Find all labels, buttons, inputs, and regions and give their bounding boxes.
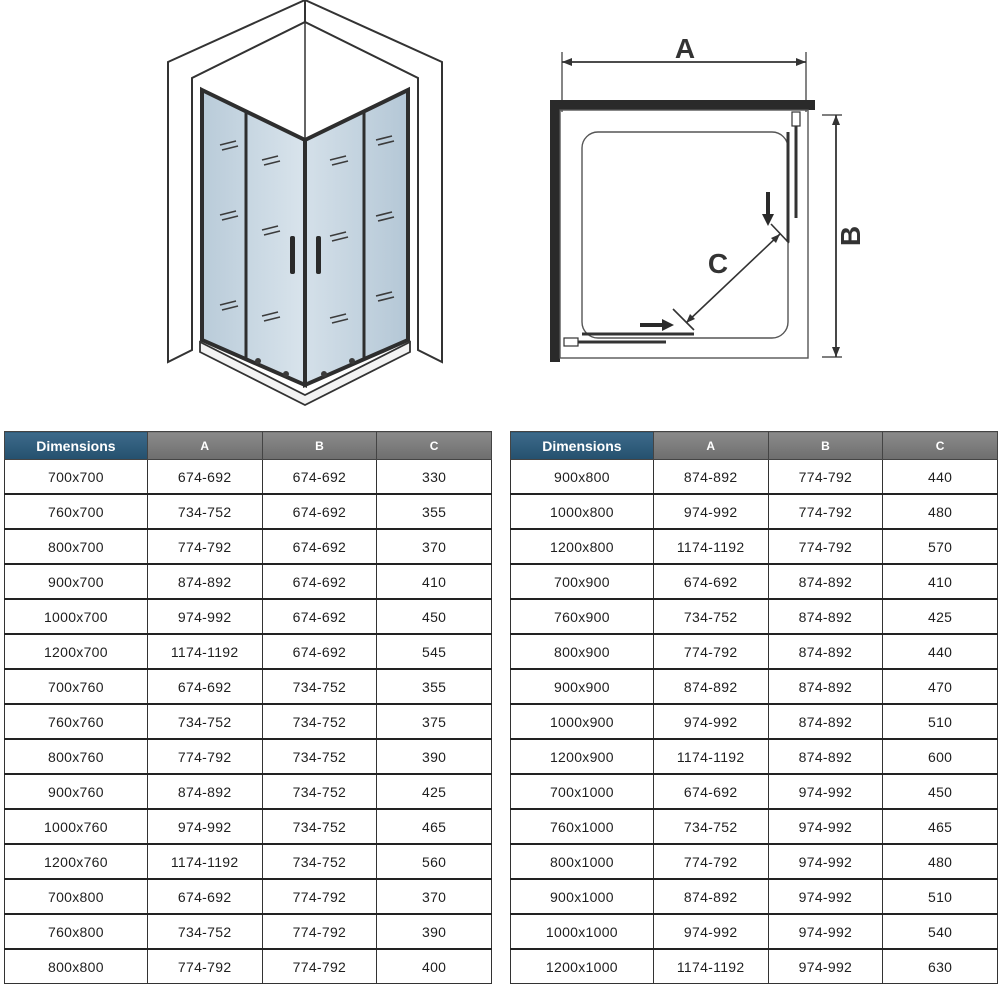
label-c: C — [707, 248, 729, 279]
table-row — [5, 774, 492, 809]
cell-dimensions: 800x760 — [5, 739, 148, 774]
cell-a: 734-752 — [653, 599, 768, 634]
left-door-handle — [290, 236, 295, 274]
cell-c: 410 — [377, 564, 492, 599]
table-row — [511, 634, 998, 669]
table-row — [511, 914, 998, 949]
cell-dimensions: 1200x800 — [511, 529, 654, 564]
table-row — [5, 494, 492, 529]
cell-b: 774-792 — [262, 879, 377, 914]
cell-c: 370 — [377, 879, 492, 914]
cell-dimensions: 700x760 — [5, 669, 148, 704]
cell-a: 1174-1192 — [147, 634, 262, 669]
cell-c: 450 — [883, 774, 998, 809]
cell-c: 510 — [883, 704, 998, 739]
cell-a: 874-892 — [147, 774, 262, 809]
table-row — [511, 669, 998, 704]
cell-dimensions: 760x700 — [5, 494, 148, 529]
cell-c: 440 — [883, 460, 998, 495]
cell-b: 674-692 — [262, 494, 377, 529]
cell-c: 480 — [883, 494, 998, 529]
cell-b: 874-892 — [768, 739, 883, 774]
cell-b: 974-992 — [768, 879, 883, 914]
cell-b: 874-892 — [768, 564, 883, 599]
cell-b: 774-792 — [262, 949, 377, 984]
cell-c: 465 — [883, 809, 998, 844]
cell-dimensions: 800x1000 — [511, 844, 654, 879]
cell-c: 355 — [377, 669, 492, 704]
cell-a: 774-792 — [147, 529, 262, 564]
cell-dimensions: 800x700 — [5, 529, 148, 564]
cell-b: 674-692 — [262, 529, 377, 564]
cell-a: 774-792 — [147, 739, 262, 774]
cell-a: 974-992 — [653, 914, 768, 949]
cell-c: 450 — [377, 599, 492, 634]
cell-a: 974-992 — [147, 809, 262, 844]
table-row — [5, 844, 492, 879]
cell-c: 390 — [377, 739, 492, 774]
table-row — [511, 599, 998, 634]
cell-a: 674-692 — [653, 564, 768, 599]
header-dimensions: Dimensions — [5, 432, 148, 460]
cell-b: 874-892 — [768, 634, 883, 669]
cell-c: 375 — [377, 704, 492, 739]
cell-b: 734-752 — [262, 669, 377, 704]
cell-a: 734-752 — [147, 914, 262, 949]
cell-c: 510 — [883, 879, 998, 914]
cell-c: 425 — [883, 599, 998, 634]
right-door-handle — [316, 236, 321, 274]
cell-dimensions: 1000x800 — [511, 494, 654, 529]
cell-b: 734-752 — [262, 774, 377, 809]
cell-b: 674-692 — [262, 599, 377, 634]
cell-dimensions: 1000x900 — [511, 704, 654, 739]
table-row — [5, 460, 492, 495]
cell-dimensions: 1000x1000 — [511, 914, 654, 949]
header-a: A — [653, 432, 768, 460]
label-b: B — [835, 225, 866, 247]
table-row — [511, 844, 998, 879]
table-row — [5, 669, 492, 704]
table-row — [511, 529, 998, 564]
cell-c: 440 — [883, 634, 998, 669]
cell-dimensions: 700x700 — [5, 460, 148, 495]
cell-dimensions: 900x900 — [511, 669, 654, 704]
cell-dimensions: 760x800 — [5, 914, 148, 949]
table-row — [511, 460, 998, 495]
table-header-row — [5, 432, 492, 460]
cell-c: 540 — [883, 914, 998, 949]
cell-dimensions: 1200x1000 — [511, 949, 654, 984]
cell-dimensions: 900x1000 — [511, 879, 654, 914]
cell-c: 600 — [883, 739, 998, 774]
cell-a: 674-692 — [147, 669, 262, 704]
cell-a: 674-692 — [147, 460, 262, 495]
cell-a: 974-992 — [653, 704, 768, 739]
cell-dimensions: 760x1000 — [511, 809, 654, 844]
cell-a: 734-752 — [653, 809, 768, 844]
cell-dimensions: 760x900 — [511, 599, 654, 634]
cell-b: 974-992 — [768, 844, 883, 879]
table-row — [511, 879, 998, 914]
header-dimensions: Dimensions — [511, 432, 654, 460]
table-row — [5, 564, 492, 599]
side-wall — [550, 100, 560, 362]
header-c: C — [377, 432, 492, 460]
cell-dimensions: 1000x760 — [5, 809, 148, 844]
cell-a: 874-892 — [653, 460, 768, 495]
cell-a: 1174-1192 — [653, 739, 768, 774]
cell-a: 1174-1192 — [147, 844, 262, 879]
cell-dimensions: 1200x700 — [5, 634, 148, 669]
cell-c: 630 — [883, 949, 998, 984]
cell-c: 480 — [883, 844, 998, 879]
cell-b: 674-692 — [262, 460, 377, 495]
header-a: A — [147, 432, 262, 460]
cell-b: 774-792 — [768, 494, 883, 529]
table-header-row — [511, 432, 998, 460]
cell-a: 1174-1192 — [653, 949, 768, 984]
cell-dimensions: 1000x700 — [5, 599, 148, 634]
dimension-c-line — [686, 234, 780, 323]
cell-a: 674-692 — [653, 774, 768, 809]
cell-b: 734-752 — [262, 809, 377, 844]
cell-dimensions: 800x900 — [511, 634, 654, 669]
table-row — [5, 704, 492, 739]
cell-a: 874-892 — [147, 564, 262, 599]
cell-b: 874-892 — [768, 669, 883, 704]
table-row — [511, 774, 998, 809]
table-row — [511, 704, 998, 739]
table-body-left — [5, 460, 492, 984]
cell-a: 974-992 — [653, 494, 768, 529]
cell-a: 674-692 — [147, 879, 262, 914]
cell-a: 774-792 — [653, 634, 768, 669]
cell-c: 410 — [883, 564, 998, 599]
table-body-right — [511, 460, 998, 984]
table-row — [5, 529, 492, 564]
cell-c: 330 — [377, 460, 492, 495]
cell-c: 545 — [377, 634, 492, 669]
tray-basin — [582, 132, 788, 338]
cell-c: 560 — [377, 844, 492, 879]
cell-b: 734-752 — [262, 704, 377, 739]
cell-b: 874-892 — [768, 599, 883, 634]
cell-b: 974-992 — [768, 809, 883, 844]
header-c: C — [883, 432, 998, 460]
cell-dimensions: 900x800 — [511, 460, 654, 495]
cell-c: 470 — [883, 669, 998, 704]
cell-b: 734-752 — [262, 844, 377, 879]
dimensions-table-right — [510, 431, 998, 984]
cell-c: 570 — [883, 529, 998, 564]
cell-a: 974-992 — [147, 599, 262, 634]
shower-enclosure-illustration — [150, 0, 460, 410]
left-glass-panel — [202, 90, 305, 385]
cell-c: 370 — [377, 529, 492, 564]
cell-dimensions: 900x760 — [5, 774, 148, 809]
cell-b: 674-692 — [262, 564, 377, 599]
cell-b: 774-792 — [768, 460, 883, 495]
table-row — [5, 914, 492, 949]
cell-dimensions: 800x800 — [5, 949, 148, 984]
cell-b: 974-992 — [768, 774, 883, 809]
cell-dimensions: 700x800 — [5, 879, 148, 914]
cell-dimensions: 760x760 — [5, 704, 148, 739]
table-row — [5, 739, 492, 774]
table-row — [5, 634, 492, 669]
cell-dimensions: 700x1000 — [511, 774, 654, 809]
cell-c: 390 — [377, 914, 492, 949]
cell-a: 874-892 — [653, 669, 768, 704]
cell-b: 974-992 — [768, 914, 883, 949]
table-row — [5, 599, 492, 634]
cell-a: 774-792 — [653, 844, 768, 879]
cell-b: 734-752 — [262, 739, 377, 774]
cell-c: 465 — [377, 809, 492, 844]
plan-view-diagram — [530, 20, 870, 370]
table-row — [511, 564, 998, 599]
cell-c: 400 — [377, 949, 492, 984]
cell-a: 874-892 — [653, 879, 768, 914]
label-a: A — [674, 33, 696, 64]
table-row — [511, 494, 998, 529]
cell-b: 974-992 — [768, 949, 883, 984]
cell-dimensions: 1200x760 — [5, 844, 148, 879]
cell-c: 355 — [377, 494, 492, 529]
shower-enclosure-drawing — [150, 0, 460, 410]
cell-b: 874-892 — [768, 704, 883, 739]
cell-a: 1174-1192 — [653, 529, 768, 564]
cell-dimensions: 900x700 — [5, 564, 148, 599]
cell-b: 774-792 — [768, 529, 883, 564]
cell-dimensions: 700x900 — [511, 564, 654, 599]
plan-view-drawing — [530, 20, 870, 370]
table-row — [511, 949, 998, 984]
cell-b: 674-692 — [262, 634, 377, 669]
cell-dimensions: 1200x900 — [511, 739, 654, 774]
table-row — [5, 949, 492, 984]
cell-a: 734-752 — [147, 494, 262, 529]
cell-a: 734-752 — [147, 704, 262, 739]
table-row — [5, 879, 492, 914]
table-row — [511, 739, 998, 774]
header-b: B — [262, 432, 377, 460]
header-b: B — [768, 432, 883, 460]
cell-b: 774-792 — [262, 914, 377, 949]
cell-c: 425 — [377, 774, 492, 809]
table-row — [511, 809, 998, 844]
dimensions-table-left — [4, 431, 492, 984]
cell-a: 774-792 — [147, 949, 262, 984]
table-row — [5, 809, 492, 844]
back-wall — [550, 100, 815, 110]
